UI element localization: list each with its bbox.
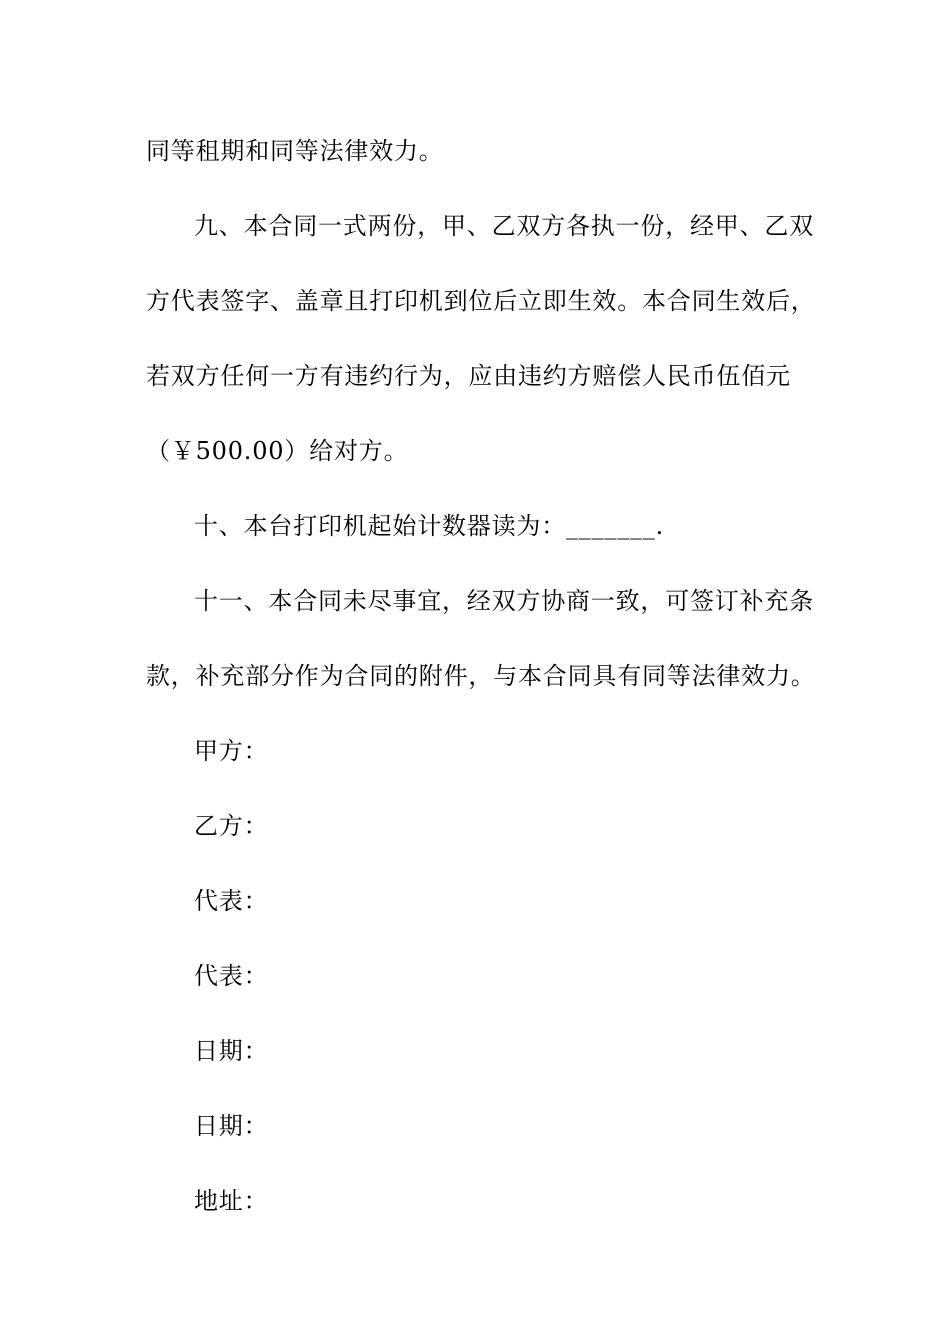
party-b-label: 乙方： xyxy=(194,812,269,840)
clause-9-line-2: 方代表签字、盖章且打印机到位后立即生效。本合同生效后， xyxy=(146,287,816,315)
representative-b-label: 代表： xyxy=(194,962,269,990)
date-a-label: 日期： xyxy=(194,1037,269,1065)
clause-9-line-3: 若双方任何一方有违约行为，应由违约方赔偿人民币伍佰元 xyxy=(146,362,791,390)
clause-11-line-1: 十一、本合同未尽事宜，经双方协商一致，可签订补充条 xyxy=(194,587,814,615)
party-a-label: 甲方： xyxy=(194,737,269,765)
representative-a-label: 代表： xyxy=(194,887,269,915)
clause-9-line-4: （￥500.00）给对方。 xyxy=(146,437,409,465)
date-b-label: 日期： xyxy=(194,1112,269,1140)
address-label: 地址： xyxy=(194,1187,269,1215)
clause-10-line: 十、本台打印机起始计数器读为：_______. xyxy=(194,512,665,540)
text-line-1: 同等租期和同等法律效力。 xyxy=(146,137,444,165)
clause-9-line-1: 九、本合同一式两份，甲、乙双方各执一份，经甲、乙双 xyxy=(194,212,814,240)
clause-11-line-2: 款，补充部分作为合同的附件，与本合同具有同等法律效力。 xyxy=(146,662,816,690)
